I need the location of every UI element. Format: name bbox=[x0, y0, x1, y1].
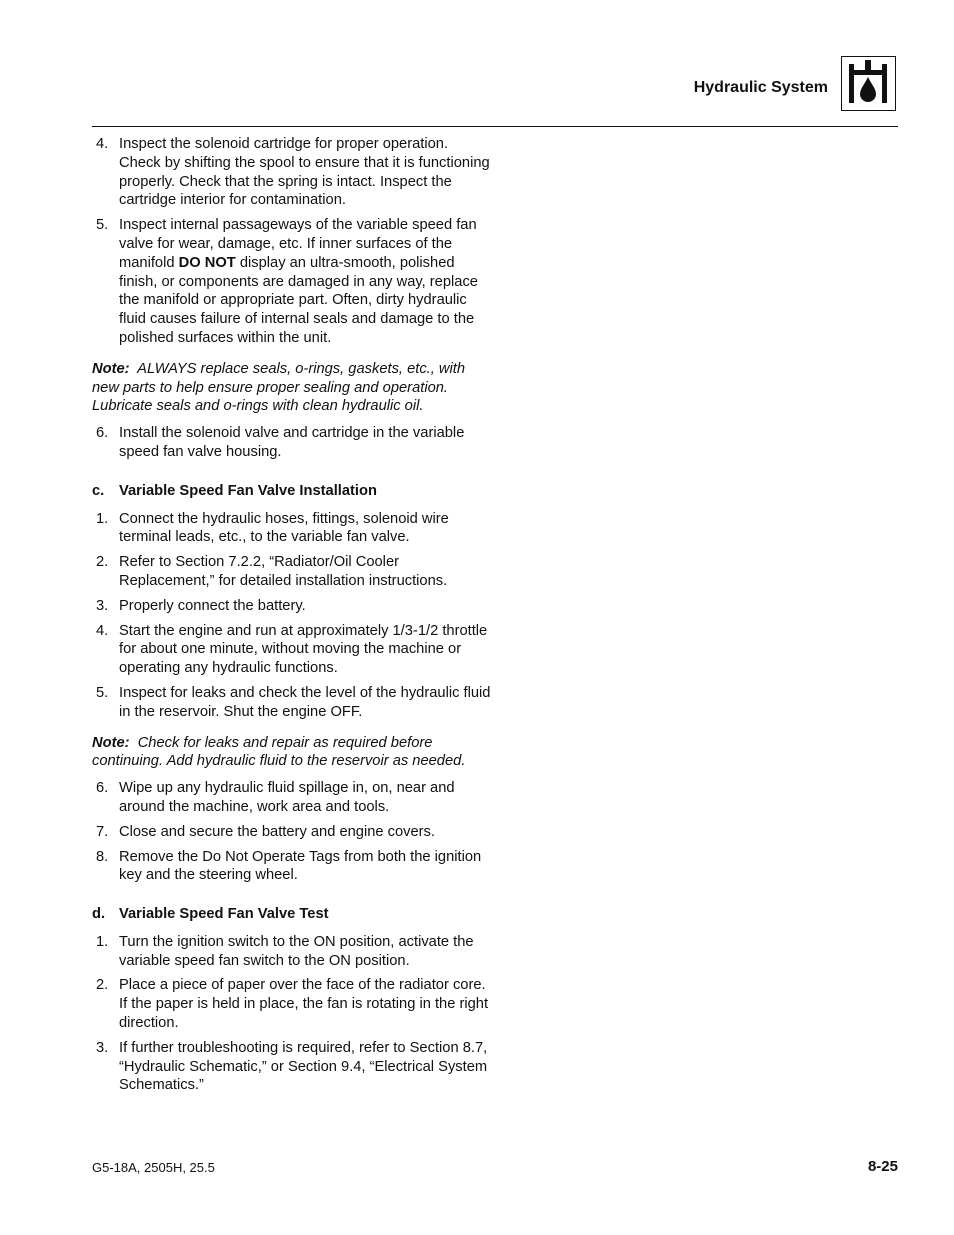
content-column bbox=[92, 135, 492, 1101]
list-item bbox=[92, 684, 492, 722]
step-text: Inspect the solenoid cartridge for proper operation. Check by shifting the spool to ensure that it is functioning properly. Check that the spring is intact. Inspect the cartridge interior for contamination. bbox=[119, 136, 490, 209]
step-number: 3. bbox=[96, 1039, 109, 1056]
list-item bbox=[92, 553, 492, 591]
header-rule bbox=[92, 126, 898, 127]
step-text-part: display an ultra-smooth, polished finish, or components are damaged in any way, replace the manifold or appropriate part. Often, dirty hydraulic fluid causes failure of internal seals and damage to the polished surfaces within the unit. bbox=[119, 254, 478, 346]
step-number: 2. bbox=[96, 554, 109, 571]
step-text: Remove the Do Not Operate Tags from both the ignition key and the steering wheel. bbox=[119, 848, 482, 884]
section-heading bbox=[92, 482, 492, 501]
step-number: 6. bbox=[96, 780, 109, 797]
step-number: 4. bbox=[96, 136, 109, 152]
step-text: Close and secure the battery and engine covers. bbox=[119, 823, 435, 840]
list-item bbox=[92, 779, 492, 817]
section-letter: c. bbox=[92, 482, 105, 499]
step-text: Connect the hydraulic hoses, fittings, solenoid wire terminal leads, etc., to the variable fan valve. bbox=[119, 510, 449, 546]
section-letter: d. bbox=[92, 906, 106, 923]
section-heading bbox=[92, 905, 492, 924]
step-text: Refer to Section 7.2.2, “Radiator/Oil Cooler Replacement,” for detailed installation instructions. bbox=[119, 554, 448, 589]
list-item bbox=[92, 848, 492, 886]
step-text bbox=[119, 216, 492, 348]
step-number: 1. bbox=[96, 510, 109, 527]
step-number: 1. bbox=[96, 933, 109, 950]
step-text: Start the engine and run at approximately 1/3-1/2 throttle for about one minute, without moving the machine or operating any hydraulic functions. bbox=[119, 622, 488, 677]
step-text: Properly connect the battery. bbox=[119, 597, 306, 614]
section-title: Variable Speed Fan Valve Installation bbox=[119, 482, 377, 499]
page-header-title: Hydraulic System bbox=[693, 79, 828, 96]
step-number: 7. bbox=[96, 823, 109, 840]
hydraulic-system-icon bbox=[841, 56, 896, 111]
step-text: Wipe up any hydraulic fluid spillage in, on, near and around the machine, work area and tools. bbox=[119, 780, 455, 815]
list-item bbox=[92, 933, 492, 971]
step-number: 8. bbox=[96, 848, 109, 865]
list-item bbox=[92, 216, 492, 348]
emphasis-text: DO NOT bbox=[178, 254, 236, 271]
note bbox=[92, 360, 492, 416]
list-item bbox=[92, 976, 492, 1032]
note-label: Note: bbox=[92, 734, 130, 751]
list-item bbox=[92, 1039, 492, 1095]
step-text-part: Inspect internal passageways of the variable speed fan valve for wear, damage, etc. If inner surfaces of the manifold bbox=[119, 217, 477, 271]
step-text: Turn the ignition switch to the ON position, activate the variable speed fan switch to the ON position. bbox=[119, 933, 474, 969]
note-label: Note: bbox=[92, 360, 130, 377]
list-item bbox=[92, 823, 492, 842]
step-text: Install the solenoid valve and cartridge in the variable speed fan valve housing. bbox=[119, 425, 465, 460]
step-number: 2. bbox=[96, 977, 109, 994]
note bbox=[92, 734, 492, 772]
list-item bbox=[92, 424, 492, 462]
step-number: 5. bbox=[96, 684, 109, 701]
step-text: Inspect for leaks and check the level of the hydraulic fluid in the reservoir. Shut the engine OFF. bbox=[119, 684, 491, 720]
step-text: If further troubleshooting is required, refer to Section 8.7, “Hydraulic Schematic,” or Section 9.4, “Electrical System Schematics.” bbox=[119, 1039, 488, 1094]
list-item bbox=[92, 510, 492, 548]
note-text: Check for leaks and repair as required before continuing. Add hydraulic fluid to the reservoir as needed. bbox=[92, 734, 466, 770]
footer-doc-id: G5-18A, 2505H, 25.5 bbox=[92, 1160, 215, 1175]
list-item bbox=[92, 597, 492, 616]
list-item bbox=[92, 622, 492, 678]
step-number: 5. bbox=[96, 217, 109, 234]
step-number: 4. bbox=[96, 622, 109, 639]
page-number: 8-25 bbox=[867, 1158, 898, 1175]
step-number: 3. bbox=[96, 597, 109, 614]
step-text: Place a piece of paper over the face of the radiator core. If the paper is held in place, the fan is rotating in the right direction. bbox=[119, 977, 489, 1032]
note-text: ALWAYS replace seals, o-rings, gaskets, etc., with new parts to help ensure proper sealing and operation. Lubricate seals and o-rings with clean hydraulic oil. bbox=[92, 360, 466, 415]
list-item bbox=[92, 135, 492, 210]
step-number: 6. bbox=[96, 425, 109, 442]
section-title: Variable Speed Fan Valve Test bbox=[119, 906, 329, 923]
